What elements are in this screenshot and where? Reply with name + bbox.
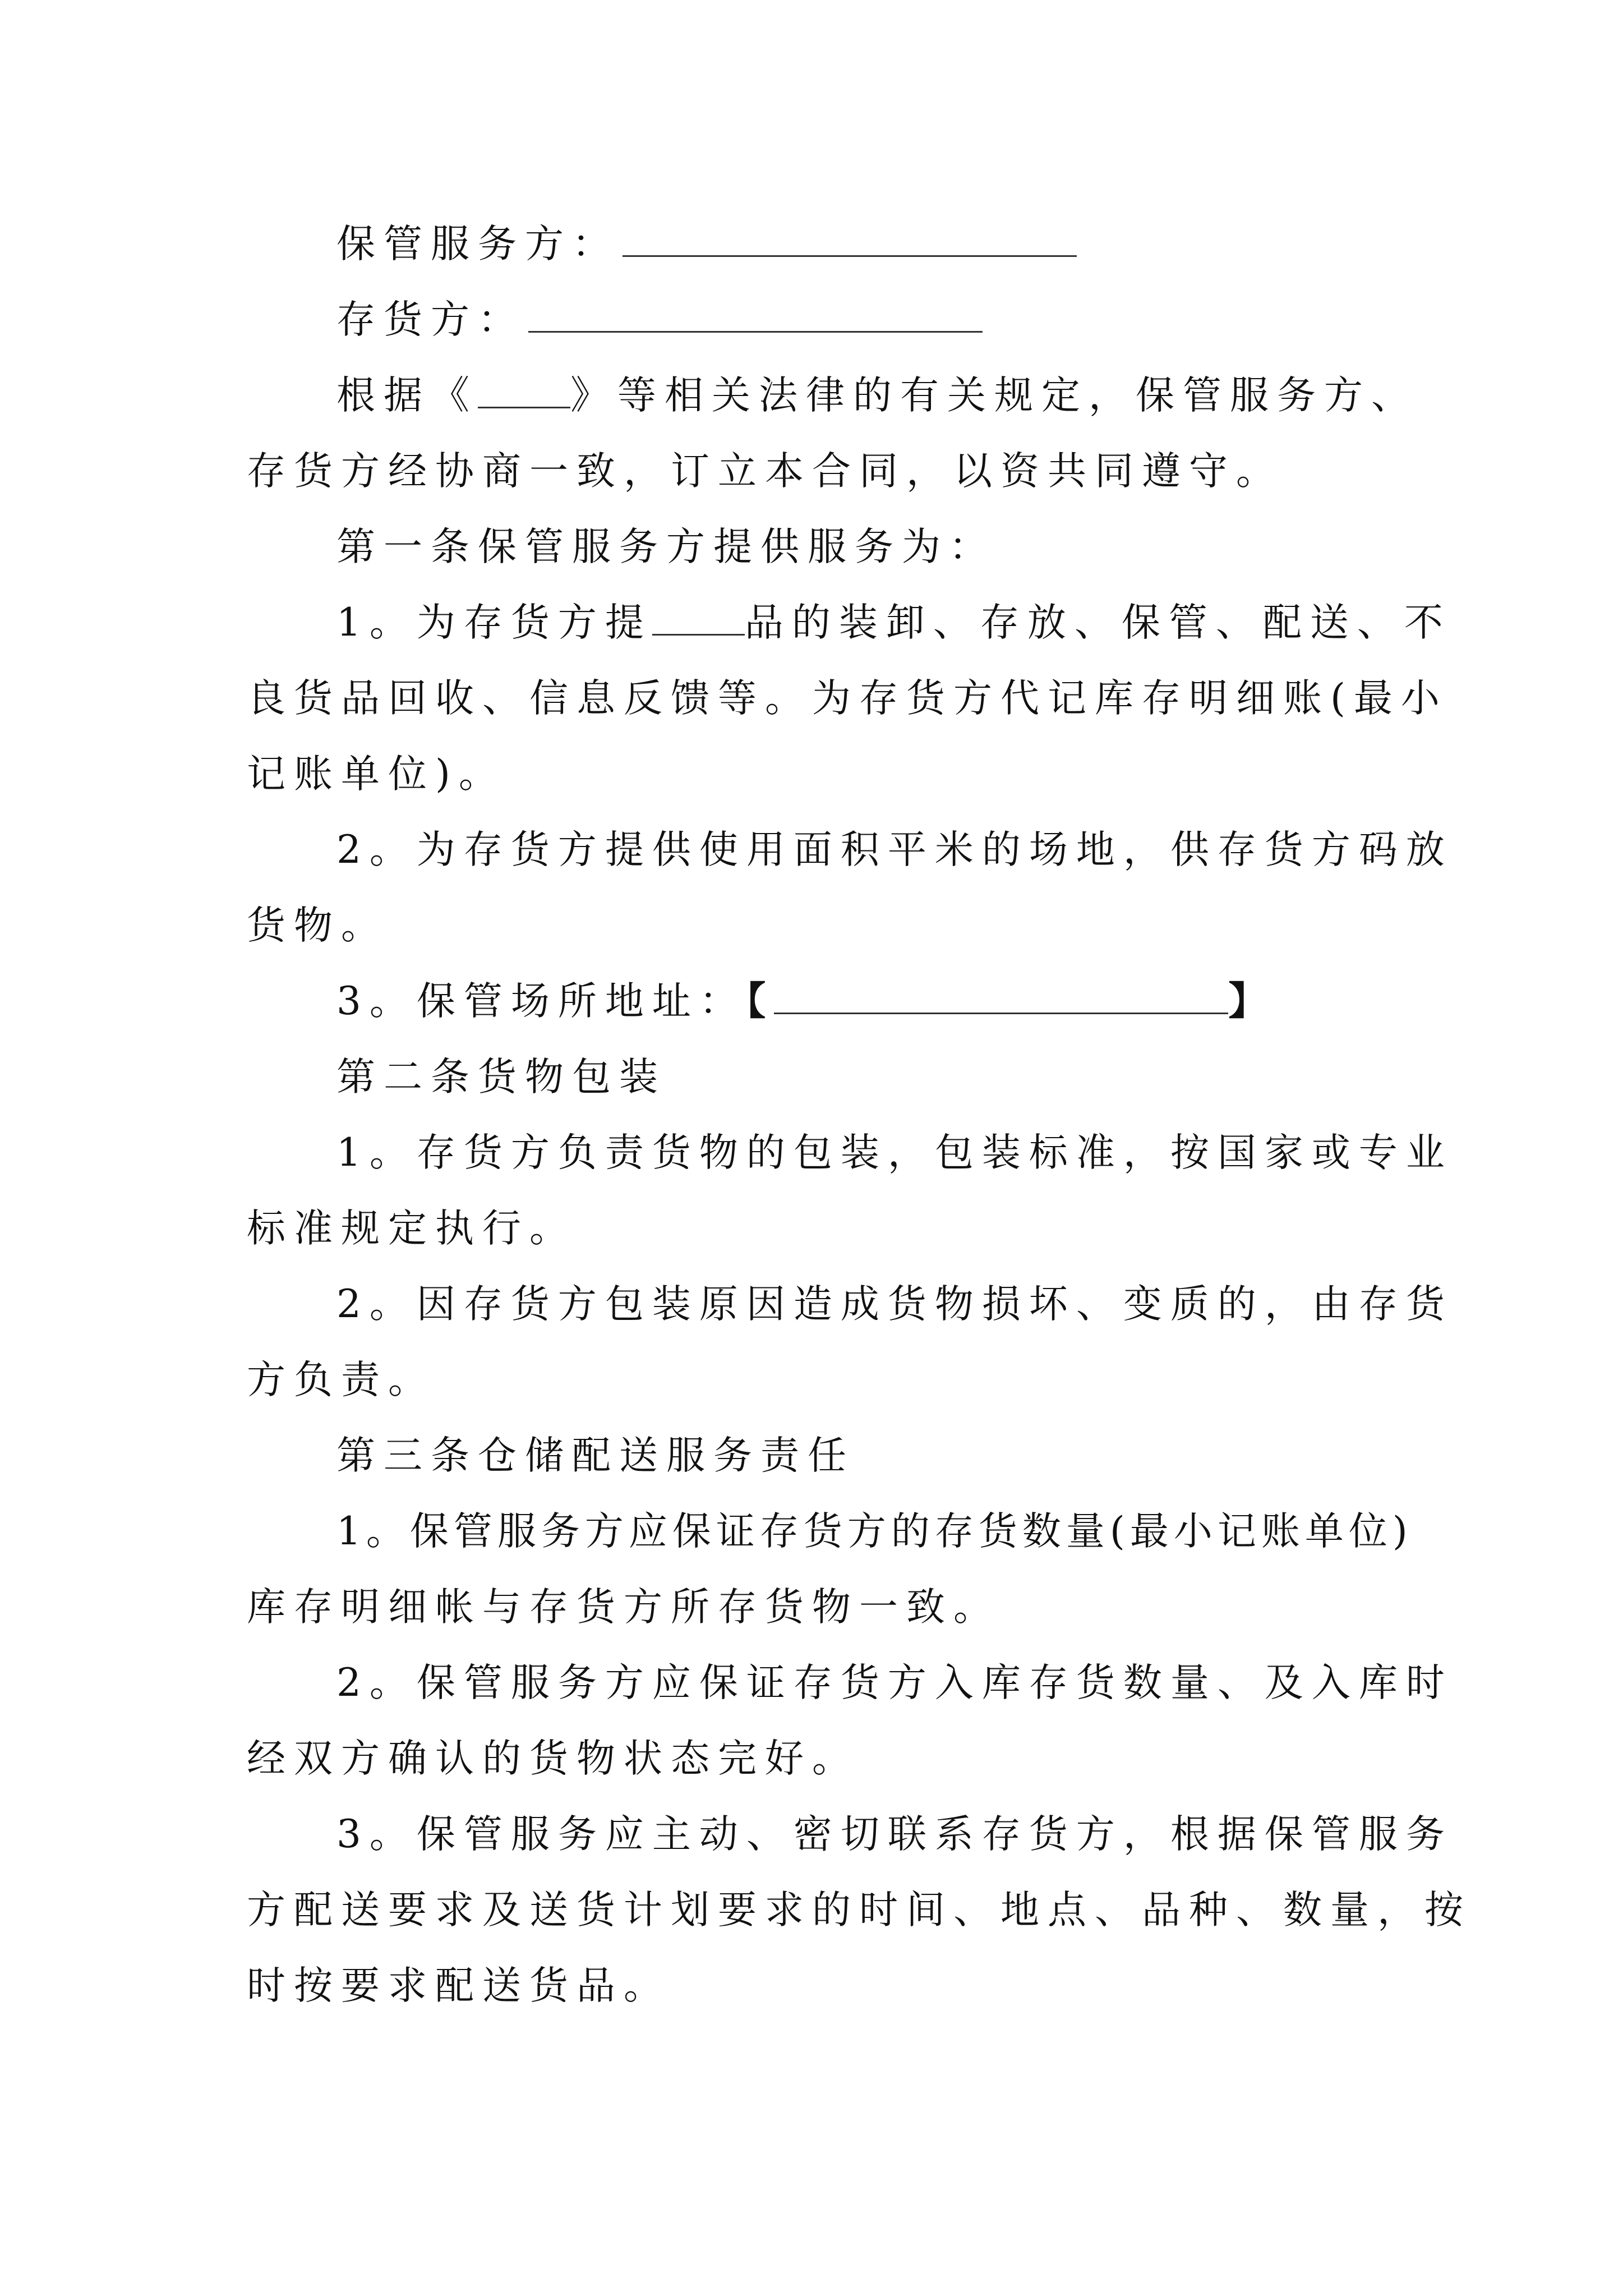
preamble-start: 根据《 [336, 373, 478, 418]
article-3-item-2-line-2: 经双方确认的货物状态完好。 [247, 1736, 859, 1781]
article-2-item-2-line-1: 2。因存货方包装原因造成货物损坏、变质的，由存货 [336, 1282, 1453, 1327]
article-1-item-2-line-1: 2。为存货方提供使用面积平米的场地，供存货方码放 [336, 827, 1453, 872]
article-3-item-2-line-1: 2。保管服务方应保证存货方入库存货数量、及入库时 [336, 1660, 1453, 1705]
preamble-line-2: 存货方经协商一致，订立本合同，以资共同遵守。 [247, 449, 1283, 494]
article-1-item-1-line-3: 记账单位)。 [247, 752, 506, 797]
article-3-item-3-line-2: 方配送要求及送货计划要求的时间、地点、品种、数量，按 [247, 1888, 1472, 1932]
article-1-heading: 第一条保管服务方提供服务为： [336, 524, 996, 569]
depositor-blank[interactable] [528, 300, 983, 333]
article-3-item-1-line-2: 库存明细帐与存货方所存货物一致。 [247, 1585, 1000, 1630]
address-blank[interactable] [774, 981, 1228, 1014]
address-label: 3。保管场所地址： [336, 979, 746, 1024]
custodian-blank[interactable] [623, 224, 1077, 257]
address-open-bracket: 【 [746, 978, 774, 1024]
law-name-blank[interactable] [478, 375, 570, 408]
preamble-line-1 [336, 370, 1418, 421]
article-3-item-3-line-1: 3。保管服务应主动、密切联系存货方，根据保管服务 [336, 1812, 1453, 1857]
article-1-item-1-line-2: 良货品回收、信息反馈等。为存货方代记库存明细账(最小 [247, 676, 1448, 721]
article-3-item-3-line-3: 时按要求配送货品。 [247, 1963, 671, 2008]
article-1-item-1-line-1 [336, 597, 1451, 648]
article-3-heading: 第三条仓储配送服务责任 [336, 1433, 855, 1478]
preamble-rest: 》等相关法律的有关规定，保管服务方、 [570, 373, 1418, 418]
address-close-bracket: 】 [1228, 978, 1276, 1024]
goods-blank[interactable] [652, 602, 745, 636]
custodian-label-line [336, 219, 1077, 269]
custodian-label: 保管服务方： [336, 222, 619, 266]
article-2-item-1-line-1: 1。存货方负责货物的包装，包装标准，按国家或专业 [336, 1130, 1453, 1175]
article-1-item-2-line-2: 货物。 [247, 903, 388, 948]
article-3-item-1-line-1: 1。保管服务方应保证存货方的存货数量(最小记账单位) [336, 1509, 1413, 1554]
article-2-item-2-line-2: 方负责。 [247, 1358, 435, 1402]
depositor-label-line [336, 295, 983, 345]
article-2-heading: 第二条货物包装 [336, 1055, 666, 1099]
article-1-item-3 [336, 976, 1275, 1027]
article-2-item-1-line-2: 标准规定执行。 [247, 1206, 577, 1251]
article-1-item-1-rest: 品的装卸、存放、保管、配送、不 [744, 600, 1451, 645]
depositor-label: 存货方： [336, 297, 525, 342]
article-1-item-1-start: 1。为存货方提 [336, 600, 652, 645]
